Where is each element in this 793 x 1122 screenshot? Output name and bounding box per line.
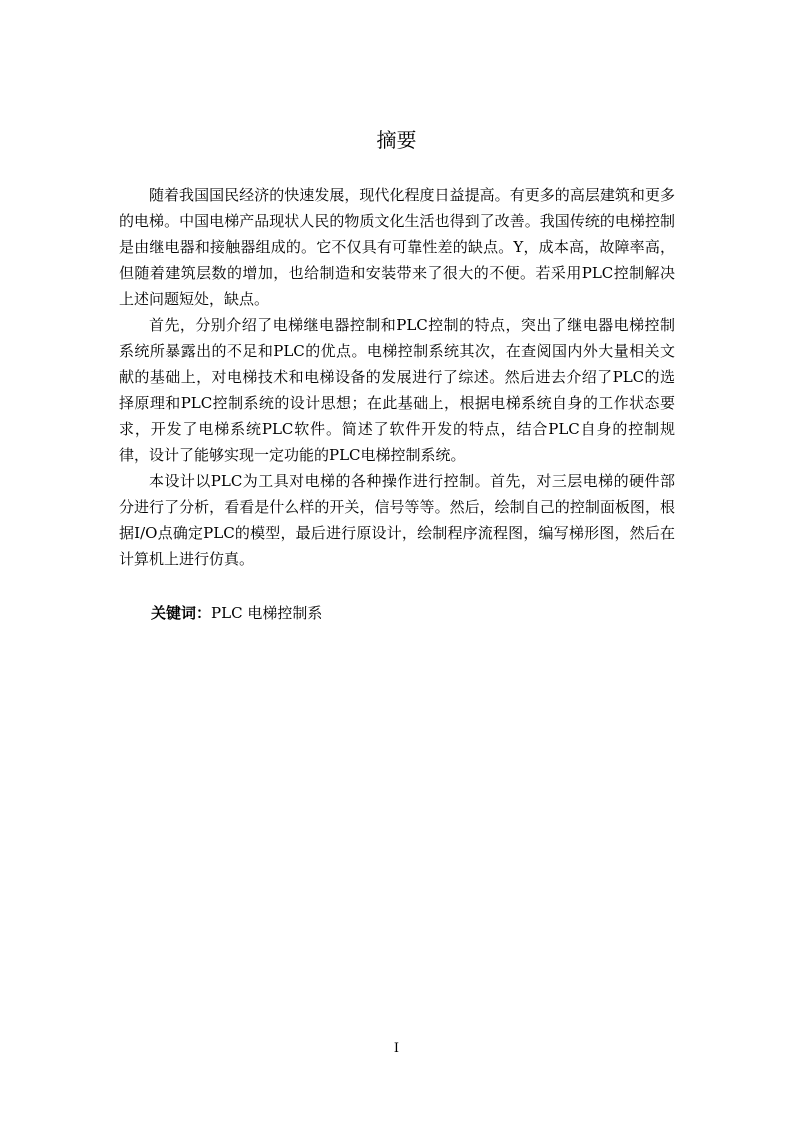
keywords-value: PLC 电梯控制系 [211, 604, 323, 622]
abstract-body [119, 182, 675, 572]
page-number: I [393, 1041, 400, 1056]
keywords-label: 关键词： [151, 604, 212, 622]
abstract-paragraph-2: 首先，分别介绍了电梯继电器控制和PLC控制的特点，突出了继电器电梯控制系统所暴露出的不足和PLC的优点。电梯控制系统其次，在查阅国内外大量相关文献的基础上，对电梯技术和电梯设备的发展进行了综述。然后进去介绍了PLC的选择原理和PLC控制系统的设计思想；在此基础上，根据电梯系统自身的工作状态要求，开发了电梯系统PLC软件。简述了软件开发的特点，结合PLC自身的控制规律，设计了能够实现一定功能的PLC电梯控制系统。 [119, 316, 675, 464]
keywords-line [151, 600, 322, 626]
abstract-paragraph-3: 本设计以PLC为工具对电梯的各种操作进行控制。首先，对三层电梯的硬件部分进行了分析，看看是什么样的开关，信号等等。然后，绘制自己的控制面板图，根据I/O点确定PLC的模型，最后进行原设计，绘制程序流程图，编写梯形图，然后在计算机上进行仿真。 [119, 472, 675, 568]
abstract-paragraph-1: 随着我国国民经济的快速发展，现代化程度日益提高。有更多的高层建筑和更多的电梯。中国电梯产品现状人民的物质文化生活也得到了改善。我国传统的电梯控制是由继电器和接触器组成的。它不仅具有可靠性差的缺点。Y，成本高，故障率高，但随着建筑层数的增加，也给制造和安装带来了很大的不便。若采用PLC控制解决上述问题短处，缺点。 [119, 186, 675, 308]
page-title: 摘要 [376, 128, 417, 152]
